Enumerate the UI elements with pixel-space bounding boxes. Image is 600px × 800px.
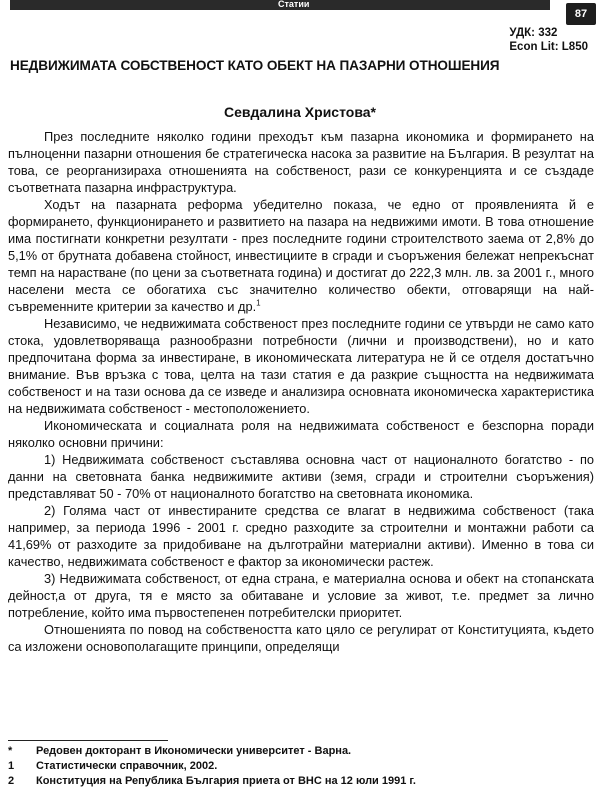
paragraph: През последните няколко години преходът към пазарна икономика и формирането на пълноценни пазарни отношения бе стратегическа насока за развитие на България. В резултат на това, се реорганизираха отношенията на собственост, рази се конкуренцията и се създаде съответната пазарна инфраструктура. [8,129,594,195]
article-author: Севдалина Христова* [224,104,376,120]
article-title: НЕДВИЖИМАТА СОБСТВЕНОСТ КАТО ОБЕКТ НА ПАЗАРНИ ОТНОШЕНИЯ [10,58,500,73]
header-bar [10,0,550,10]
udk-code: УДК: 332 [509,27,558,39]
article-body [8,128,594,655]
section-label: Статии [278,0,310,9]
footnote-text: Статистически справочник, 2002. [36,760,218,772]
econ-lit-code: Econ Lit: L850 [509,41,588,53]
page-number: 87 [566,3,596,25]
footnote-ref: 1 [256,298,261,308]
footnote-mark: 2 [8,775,15,787]
classification-codes [509,26,588,54]
paragraph: Независимо, че недвижимата собственост през последните години се утвърди не само като стока, удовлетворяваща разнообразни потребности (лични и производствени), но и като предпочитана форма за инвестиране, в икономическата литература не й се отделя достатъчно внимание. Във връзка с това, целта на тази статия е да разкрие същността на недвижимата собственост и на тази основа да се изведе и анализира основната икономическа характеристика на недвижимата собственост - местоположението. [8,316,594,416]
paragraph: 1) Недвижимата собственост съставлява основна част от националното богатство - по данни на световната банка недвижимите активи (земя, сгради и строителни съоръжения) представляват 50 - 70% от националното богатство на световната икономика. [8,452,594,501]
paragraph: 2) Голяма част от инвестираните средства се влагат в недвижима собственост (така например, за периода 1996 - 2001 г. средно разходите за строителни и монтажни работи са 41,69% от разходите за придобиване на дълготрайни материални активи). Именно в това си качество, недвижимата собственост е фактор за икономически растеж. [8,503,594,569]
footnote [8,744,594,759]
paragraph: 3) Недвижимата собственост, от една страна, е материална основа и обект на стопанската дейност,а от друга, тя е място за обитаване и условие за живот, т.е. предмет за лично потребление, който има първостепенен потребителски приоритет. [8,571,594,620]
footnote-text: Редовен докторант в Икономически университет - Варна. [36,745,352,757]
footnote-divider [8,740,168,741]
paragraph: Ходът на пазарната реформа убедително показа, че едно от проявленията й е формирането, функционирането и развитието на пазара на недвижими имоти. В това отношение има постигнати конкретни резултати - през последните години строителството заема от 2,8% до 5,1% от брутната добавена стойност, инвестициите в сгради и съоръжения бележат непрекъснат темп на нарастване (по цени за съответната година) и достигат до 222,3 млн. лв. за 2001 г., много населени места се обогатиха със значително количество обекти, отговарящи на най-съвременните критерии за качество и др.$^1$ [8,197,594,314]
paragraph: Икономическата и социалната роля на недвижимата собственост е безспорна поради няколко основни причини: [8,418,594,450]
footnote [8,759,594,774]
paragraph: Отношенията по повод на собствеността като цяло се регулират от Конституцията, където са изложени основополагащите принципи, определящи [8,622,594,654]
footnote-mark: 1 [8,760,15,772]
footnote-mark: * [8,745,13,757]
footnotes [8,744,594,789]
footnote-text: Конституция на Република България приета от ВНС на 12 юли 1991 г. [36,775,416,787]
footnote [8,774,594,789]
